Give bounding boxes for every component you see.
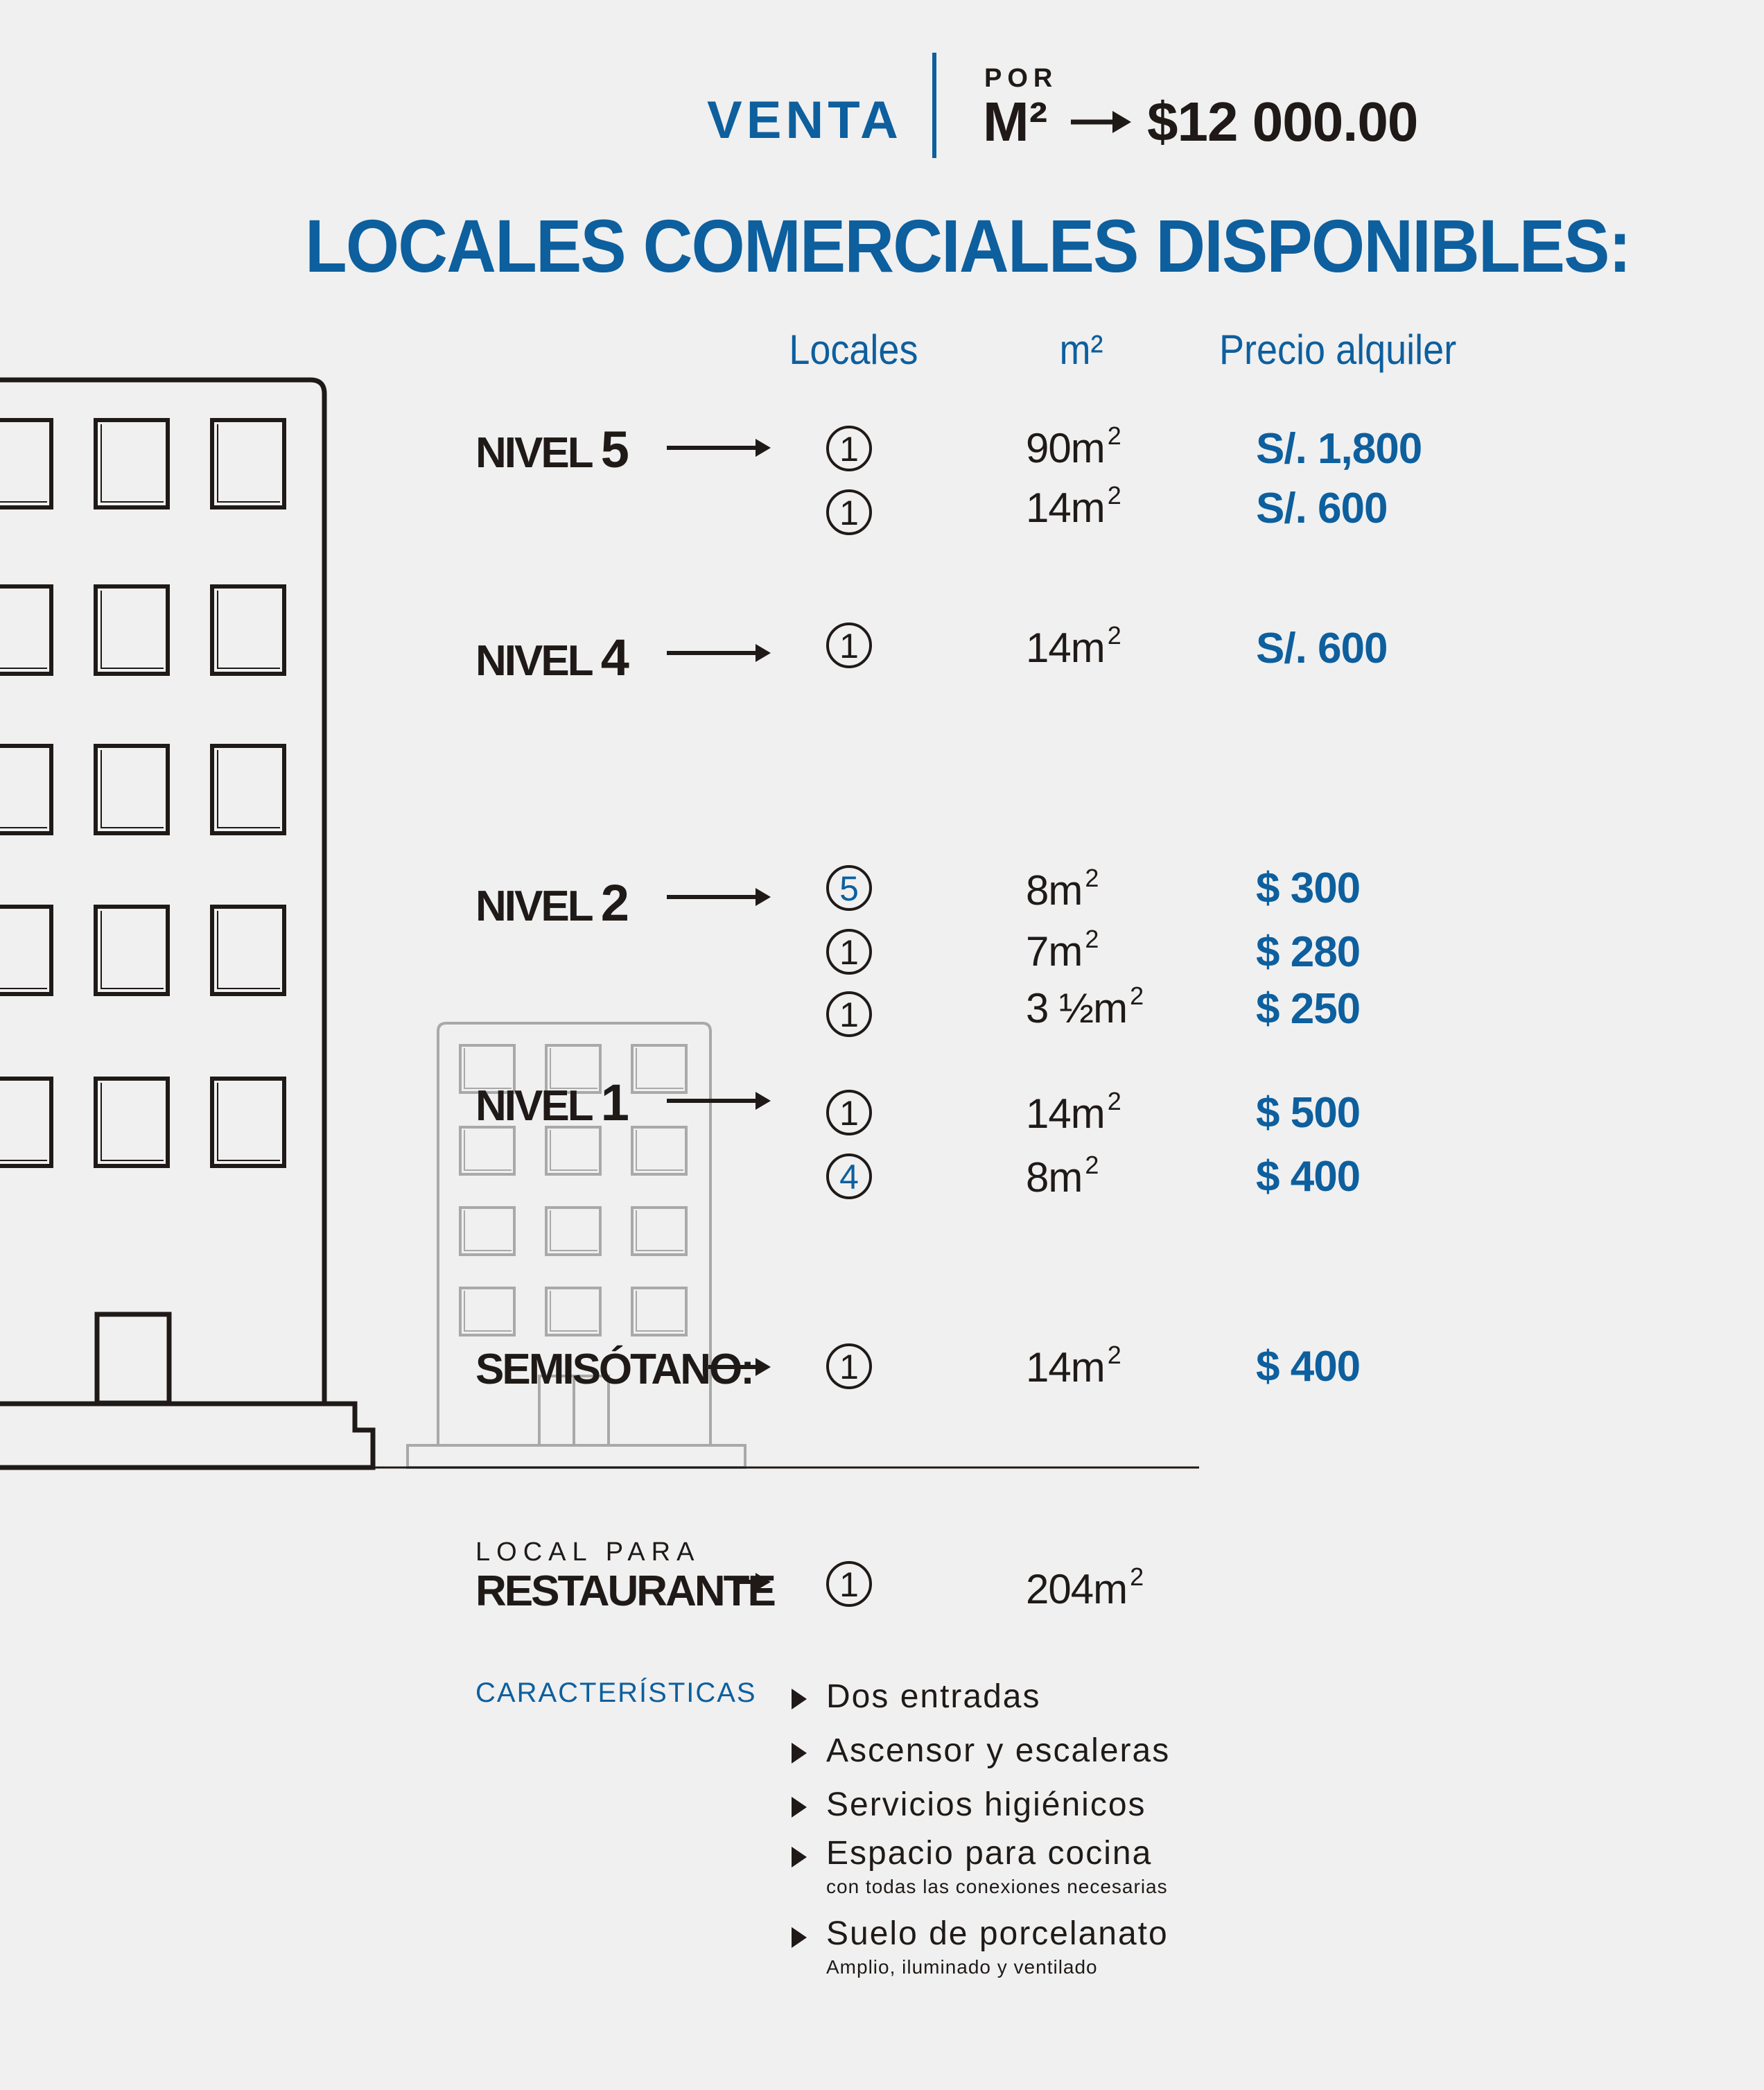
- local-price: S/. 1,800: [1256, 425, 1422, 473]
- window-icon: [546, 1208, 600, 1255]
- bullet-icon: [792, 1743, 807, 1764]
- local-price: $ 250: [1256, 985, 1361, 1033]
- window-icon: [460, 1127, 514, 1174]
- local-area: 14m $^2$: [1026, 1341, 1121, 1391]
- feature-item: Ascensor y escaleras: [826, 1732, 1171, 1769]
- window-icon: [632, 1288, 686, 1335]
- feature-item: Espacio para cocina: [826, 1835, 1153, 1872]
- local-price: $ 400: [1256, 1343, 1361, 1391]
- local-price: $ 300: [1256, 864, 1361, 912]
- window-icon: [212, 907, 284, 994]
- arrow-icon: [667, 644, 771, 662]
- local-count: 1: [826, 622, 872, 668]
- local-area: 3 ½m $^2$: [1026, 982, 1144, 1031]
- feature-item: Suelo de porcelanato: [826, 1915, 1169, 1952]
- window-icon: [460, 1288, 514, 1335]
- page-title: LOCALES COMERCIALES DISPONIBLES:: [305, 204, 1630, 288]
- por-label: POR: [984, 64, 1058, 93]
- local-area: 14m $^2$: [1026, 481, 1121, 531]
- window-icon: [96, 907, 168, 994]
- local-count: 1: [826, 489, 872, 535]
- local-price: S/. 600: [1256, 485, 1388, 532]
- window-icon: [460, 1208, 514, 1255]
- col-header-precio: Precio alquiler: [1219, 326, 1457, 373]
- window-icon: [0, 746, 51, 833]
- window-icon: [212, 746, 284, 833]
- window-icon: [0, 1079, 51, 1166]
- local-count: 1: [826, 1090, 872, 1135]
- arrow-icon: [667, 439, 771, 457]
- feature-subtext: con todas las conexiones necesarias: [826, 1876, 1168, 1897]
- local-area: 8m $^2$: [1026, 864, 1099, 914]
- m2-label: M²: [983, 91, 1048, 153]
- level-4-label: NIVEL 4: [475, 629, 627, 686]
- sale-price: $12 000.00: [1147, 91, 1418, 153]
- window-icon: [632, 1127, 686, 1174]
- local-count: 4: [826, 1153, 872, 1199]
- col-header-area: m²: [1059, 326, 1103, 373]
- venta-label: VENTA: [707, 91, 902, 150]
- level-1-label: NIVEL 1: [475, 1074, 627, 1131]
- local-count: 1: [826, 929, 872, 975]
- window-icon: [546, 1127, 600, 1174]
- window-icon: [212, 420, 284, 507]
- arrow-icon: [667, 1092, 771, 1110]
- local-price: $ 280: [1256, 928, 1361, 976]
- local-price: S/. 600: [1256, 625, 1388, 672]
- caracteristicas-title: CARACTERÍSTICAS: [475, 1678, 757, 1708]
- feature-item: Servicios higiénicos: [826, 1786, 1146, 1823]
- window-icon: [632, 1045, 686, 1092]
- window-icon: [96, 586, 168, 674]
- window-icon: [0, 420, 51, 507]
- restaurante-label: RESTAURANTE: [475, 1567, 774, 1615]
- level-arrows: [667, 439, 771, 1591]
- bullet-icon: [792, 1797, 807, 1818]
- level-5-label: NIVEL 5: [475, 421, 627, 478]
- feature-subtext: Amplio, iluminado y ventilado: [826, 1956, 1098, 1978]
- window-icon: [96, 1079, 168, 1166]
- window-icon: [632, 1208, 686, 1255]
- local-count: 1: [826, 991, 872, 1037]
- window-icon: [212, 1079, 284, 1166]
- local-para-label: LOCAL PARA: [475, 1538, 701, 1567]
- local-area: 90m $^2$: [1026, 421, 1121, 471]
- local-area: 7m $^2$: [1026, 925, 1099, 975]
- bullet-icon: [792, 1689, 807, 1709]
- local-count: 1: [826, 426, 872, 471]
- local-area: 14m $^2$: [1026, 1087, 1121, 1137]
- local-area: 14m $^2$: [1026, 621, 1121, 671]
- window-icon: [96, 746, 168, 833]
- window-icon: [0, 586, 51, 674]
- window-icon: [212, 586, 284, 674]
- semisotano-label: SEMISÓTANO:: [475, 1346, 753, 1393]
- arrow-icon: [667, 888, 771, 906]
- local-count: 1: [826, 1343, 872, 1389]
- level-2-label: NIVEL 2: [475, 874, 627, 932]
- window-icon: [546, 1288, 600, 1335]
- restaurant-area: 204m $^2$: [1026, 1562, 1144, 1612]
- bullet-icon: [792, 1927, 807, 1948]
- restaurant-count: 1: [826, 1561, 872, 1607]
- bullet-icon: [792, 1847, 807, 1867]
- local-count: 5: [826, 865, 872, 911]
- header-arrow-icon: [1071, 111, 1131, 133]
- feature-item: Dos entradas: [826, 1678, 1041, 1715]
- window-icon: [96, 420, 168, 507]
- big-building-windows: [0, 420, 284, 1166]
- local-price: $ 400: [1256, 1153, 1361, 1201]
- window-icon: [0, 907, 51, 994]
- big-building: [0, 380, 373, 1468]
- local-price: $ 500: [1256, 1089, 1361, 1137]
- col-header-locales: Locales: [789, 326, 918, 373]
- local-area: 8m $^2$: [1026, 1151, 1099, 1201]
